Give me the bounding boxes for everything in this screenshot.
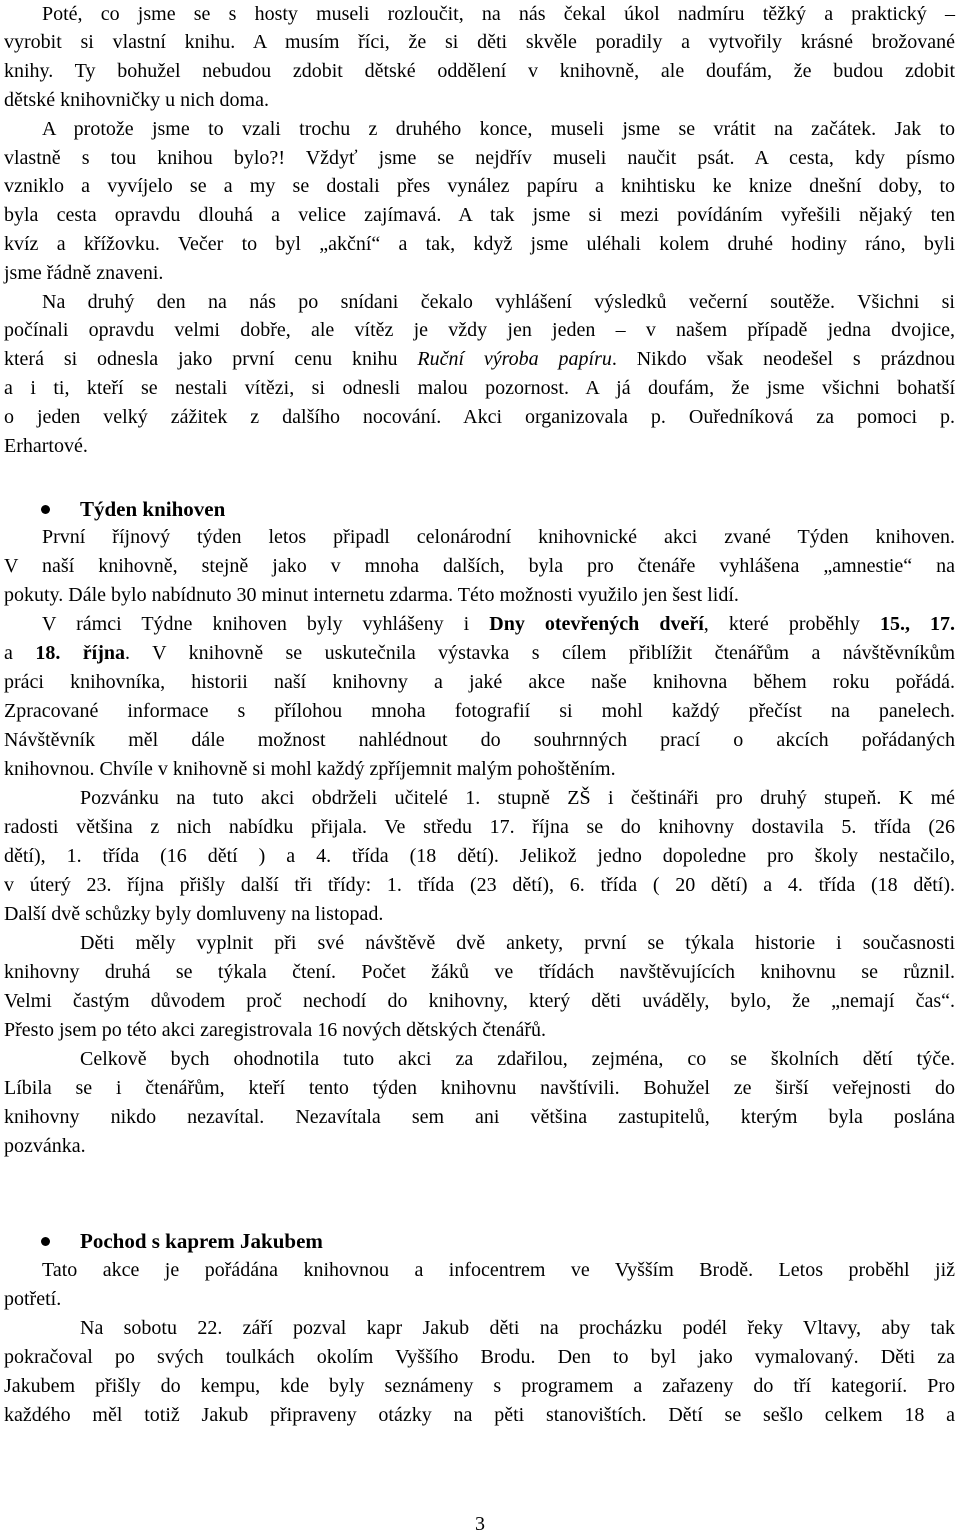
bullet-icon (41, 505, 50, 514)
text-line: pokuty. Dále bylo nabídnuto 30 minut internetu zdarma. Této možnosti využilo jen šest lidí. (4, 584, 739, 606)
section-heading: Týden knihoven (80, 497, 226, 521)
text-run: V rámci Týdne knihoven byly vyhlášeny i (42, 613, 470, 635)
bold-run: 15., 17. (879, 613, 956, 635)
text-line: dětské knihovničky u nich doma. (4, 89, 269, 111)
text-run: a (4, 642, 13, 664)
text-run: . Nikdo však neodešel s prázdnou (611, 348, 955, 370)
bold-run: Dny otevřených dveří (489, 613, 704, 635)
text-line: byla cesta opravdu dlouhá a velice zajímavá. A tak jsme si mezi povídáním vyřešili nějaký ten (4, 204, 955, 226)
text-line: pokračoval po svých toulkách okolím Vyššího Brodu. Den to byl jako vymalovaný. Děti za (4, 1346, 955, 1368)
text-line: o jeden velký zážitek z dalšího nocování. Akci organizovala p. Ouředníková za pomoci p. (4, 406, 955, 428)
text-line: počínali opravdu velmi dobře, ale vítěz je vždy jen jeden – v našem případě jedna dvojice, (4, 319, 955, 341)
text-line: knihy. Ty bohužel nebudou zdobit dětské oddělení v knihovně, ale doufám, že budou zdobit (4, 60, 955, 82)
text-line: dětí), 1. třída (16 dětí ) a 4. třída (18 dětí). Jelikož jedno dopoledne pro školy nestačilo, (4, 845, 955, 867)
text-line: Poté, co jsme se s hosty museli rozloučit, na nás čekal úkol nadmíru těžký a praktický – (42, 3, 955, 25)
text-line: Erhartové. (4, 435, 88, 457)
bullet-icon (41, 1237, 50, 1246)
text-line: knihovny nikdo nezavítal. Nezavítala sem ani většina zastupitelů, kterým byla poslána (4, 1106, 955, 1128)
text-line: Jakubem přišly do kempu, kde byly seznámeny s programem a zařazeny do tří kategorií. Pro (4, 1375, 955, 1397)
text-line (42, 610, 955, 638)
text-line: Další dvě schůzky byly domluveny na listopad. (4, 903, 384, 925)
text-line: knihovny druhá se týkala čtení. Počet žáků ve třídách navštěvujících knihovnu se různil. (4, 961, 955, 983)
text-line: knihovnou. Chvíle v knihovně si mohl každý zpříjemnit malým pohoštěním. (4, 758, 616, 780)
text-line: A protože jsme to vzali trochu z druhého konce, museli jsme se vrátit na začátek. Jak to (42, 118, 955, 140)
text-line: Tato akce je pořádána knihovnou a infocentrem ve Vyšším Brodě. Letos proběhl již (42, 1259, 955, 1281)
section-heading: Pochod s kaprem Jakubem (80, 1229, 323, 1253)
text-line (4, 639, 955, 667)
book-title: Ruční výroba papíru (417, 348, 612, 370)
text-line: Velmi častým důvodem proč nechodí do knihovny, který děti uváděly, bylo, že „nemají čas“. (4, 990, 955, 1012)
text-line: v úterý 23. října přišly další tři třídy: 1. třída (23 dětí), 6. třída ( 20 dětí) a 4. třída (18 dětí). (4, 874, 955, 896)
text-line: pozvánka. (4, 1135, 86, 1157)
text-line: každého měl totiž Jakub připraveny otázky na pěti stanovištích. Dětí se sešlo celkem 18 a (4, 1404, 955, 1426)
text-line: Pozvánku na tuto akci obdrželi učitelé 1. stupně ZŠ i češtináři pro druhý stupeň. K mé (80, 787, 955, 809)
page-number: 3 (475, 1513, 485, 1535)
text-line: kvíz a křížovku. Večer to byl „akční“ a tak, když jsme uléhali kolem druhé hodiny ráno, byli (4, 233, 955, 255)
text-run: která si odnesla jako první cenu knihu (4, 348, 398, 370)
text-line: Na sobotu 22. září pozval kapr Jakub děti na procházku podél řeky Vltavy, aby tak (80, 1317, 955, 1339)
text-line: V naší knihovně, stejně jako v mnoha dalších, byla pro čtenáře vyhlášena „amnestie“ na (4, 555, 955, 577)
text-run: . V knihovně se uskutečnila výstavka s cílem přiblížit čtenářům a návštěvníkům (125, 642, 955, 664)
text-line: Návštěvník měl dále možnost nahlédnout do souhrnných prací o akcích pořádaných (4, 729, 955, 751)
text-line: Líbila se i čtenářům, kteří tento týden knihovnu navštívili. Bohužel ze širší veřejnosti do (4, 1077, 955, 1099)
text-line: Zpracované informace s přílohou mnoha fotografií si mohl každý přečíst na panelech. (4, 700, 955, 722)
text-line: Přesto jsem po této akci zaregistrovala 16 nových dětských čtenářů. (4, 1019, 547, 1041)
text-line (4, 345, 955, 373)
text-run: , které proběhly (703, 613, 860, 635)
text-line: vzniklo a vyvíjelo se a my se dostali přes vynález papíru a knihtisku ke knize dnešní doby, to (4, 175, 955, 197)
text-line: práci knihovníka, historii naší knihovny a jaké akce naše knihovna během roku pořádá. (4, 671, 955, 693)
text-line: vyrobit si vlastní knihu. A musím říci, že si děti skvěle poradily a vytvořily krásné brožované (4, 31, 955, 53)
text-line: a i ti, kteří se nestali vítězi, si odnesli malou pozornost. A já doufám, že jsme všichni bohatší (4, 377, 955, 399)
text-line: jsme řádně znaveni. (4, 262, 164, 284)
text-line: Celkově bych ohodnotila tuto akci za zdařilou, zejména, co se školních dětí týče. (80, 1048, 955, 1070)
bold-run: 18. října (35, 642, 126, 664)
text-line: První říjnový týden letos připadl celonárodní knihovnické akci zvané Týden knihoven. (42, 526, 955, 548)
text-line: radosti většina z nich nabídku přijala. Ve středu 17. října se do knihovny dostavila 5. třída (26 (4, 816, 955, 838)
text-line: Na druhý den na nás po snídani čekalo vyhlášení výsledků večerní soutěže. Všichni si (42, 291, 955, 313)
text-line: vlastně s tou knihou bylo?! Vždyť jsme se nejdřív museli naučit psát. A cesta, kdy písmo (4, 147, 955, 169)
text-line: potřetí. (4, 1288, 62, 1310)
text-line: Děti měly vyplnit při své návštěvě dvě ankety, první se týkala historie i současnosti (80, 932, 955, 954)
